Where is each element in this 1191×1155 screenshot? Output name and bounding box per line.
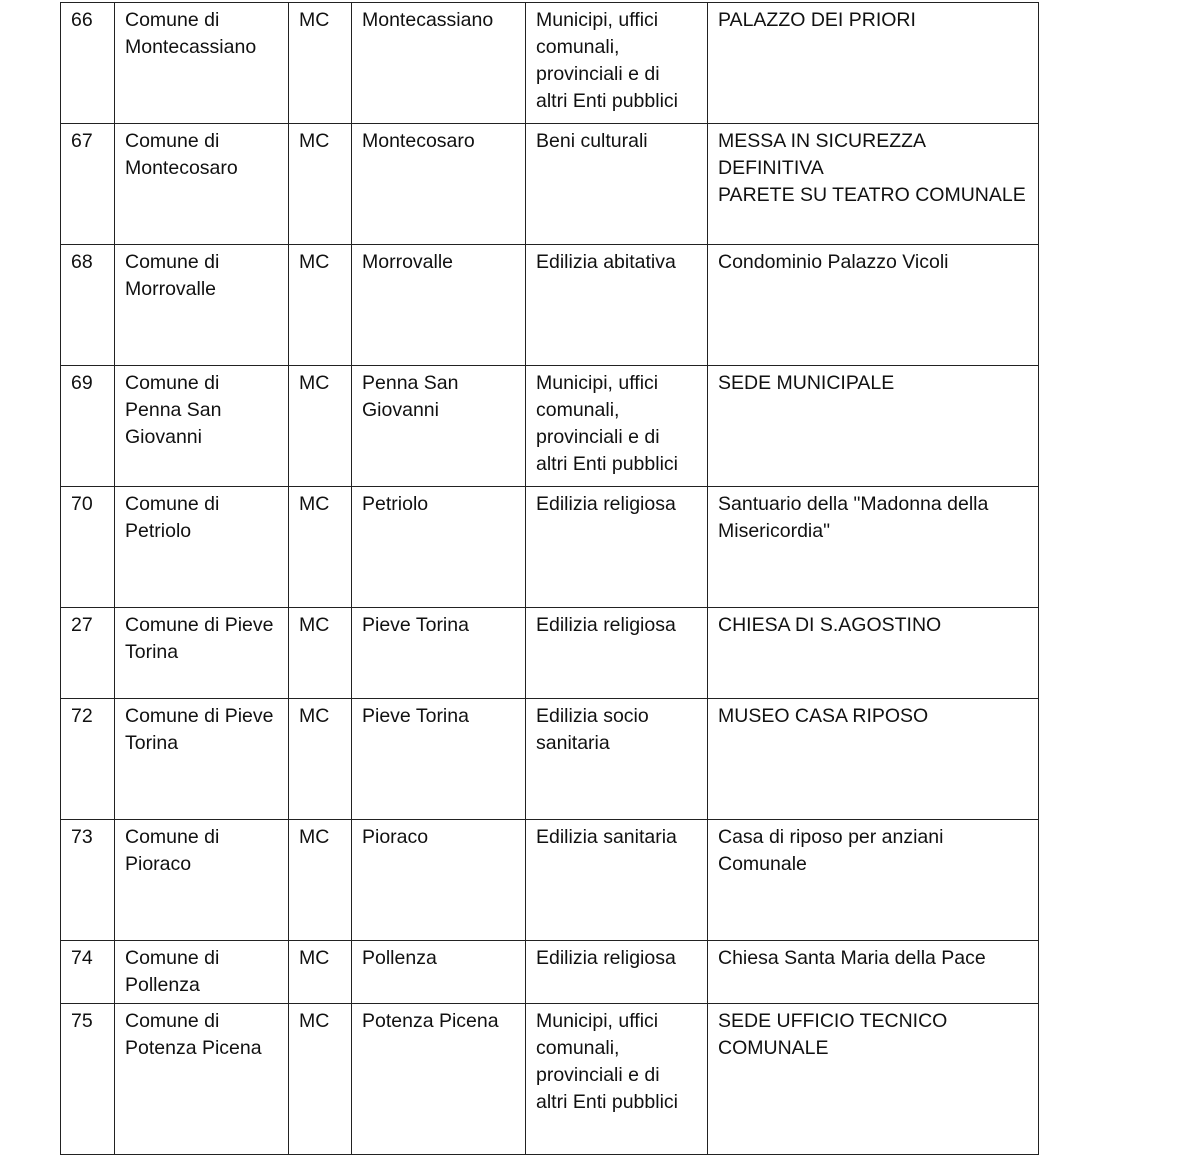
- cell-category: Municipi, uffici comunali, provinciali e di altri Enti pubblici: [526, 1004, 708, 1155]
- cell-comune: Montecassiano: [352, 3, 526, 124]
- cell-category: Edilizia religiosa: [526, 487, 708, 608]
- cell-intervention: MUSEO CASA RIPOSO: [708, 699, 1039, 820]
- table-row: [61, 245, 1039, 366]
- cell-intervention: SEDE MUNICIPALE: [708, 366, 1039, 487]
- cell-province: MC: [289, 3, 352, 124]
- cell-number: 70: [61, 487, 115, 608]
- cell-category: Municipi, uffici comunali, provinciali e di altri Enti pubblici: [526, 3, 708, 124]
- cell-ente: Comune di Morrovalle: [115, 245, 289, 366]
- cell-number: 73: [61, 820, 115, 941]
- cell-province: MC: [289, 487, 352, 608]
- cell-province: MC: [289, 1004, 352, 1155]
- table-row: [61, 699, 1039, 820]
- cell-intervention: Casa di riposo per anziani Comunale: [708, 820, 1039, 941]
- cell-ente: Comune di Penna San Giovanni: [115, 366, 289, 487]
- cell-ente: Comune di Pieve Torina: [115, 608, 289, 699]
- cell-province: MC: [289, 366, 352, 487]
- cell-intervention: Chiesa Santa Maria della Pace: [708, 941, 1039, 1004]
- cell-number: 27: [61, 608, 115, 699]
- cell-province: MC: [289, 608, 352, 699]
- cell-number: 67: [61, 124, 115, 245]
- cell-comune: Pollenza: [352, 941, 526, 1004]
- table-row: [61, 608, 1039, 699]
- table-row: [61, 366, 1039, 487]
- interventions-table: [60, 2, 1039, 1155]
- table-row: [61, 487, 1039, 608]
- cell-category: Edilizia abitativa: [526, 245, 708, 366]
- cell-ente: Comune di Montecassiano: [115, 3, 289, 124]
- table-row: [61, 3, 1039, 124]
- cell-province: MC: [289, 820, 352, 941]
- cell-province: MC: [289, 941, 352, 1004]
- cell-number: 66: [61, 3, 115, 124]
- cell-comune: Pieve Torina: [352, 608, 526, 699]
- table-row: [61, 124, 1039, 245]
- cell-intervention: Santuario della "Madonna della Misericordia": [708, 487, 1039, 608]
- cell-province: MC: [289, 124, 352, 245]
- cell-category: Beni culturali: [526, 124, 708, 245]
- cell-comune: Morrovalle: [352, 245, 526, 366]
- cell-ente: Comune di Pioraco: [115, 820, 289, 941]
- cell-number: 68: [61, 245, 115, 366]
- cell-ente: Comune di Pieve Torina: [115, 699, 289, 820]
- cell-comune: Montecosaro: [352, 124, 526, 245]
- table-row: [61, 820, 1039, 941]
- cell-category: Edilizia religiosa: [526, 608, 708, 699]
- cell-number: 75: [61, 1004, 115, 1155]
- cell-intervention: MESSA IN SICUREZZA DEFINITIVA PARETE SU TEATRO COMUNALE: [708, 124, 1039, 245]
- cell-category: Edilizia socio sanitaria: [526, 699, 708, 820]
- cell-comune: Penna San Giovanni: [352, 366, 526, 487]
- cell-comune: Pieve Torina: [352, 699, 526, 820]
- cell-intervention: PALAZZO DEI PRIORI: [708, 3, 1039, 124]
- cell-ente: Comune di Potenza Picena: [115, 1004, 289, 1155]
- table-row: [61, 941, 1039, 1004]
- cell-ente: Comune di Petriolo: [115, 487, 289, 608]
- cell-province: MC: [289, 699, 352, 820]
- cell-number: 74: [61, 941, 115, 1004]
- cell-number: 69: [61, 366, 115, 487]
- table-row: [61, 1004, 1039, 1155]
- cell-intervention: Condominio Palazzo Vicoli: [708, 245, 1039, 366]
- cell-comune: Potenza Picena: [352, 1004, 526, 1155]
- cell-ente: Comune di Pollenza: [115, 941, 289, 1004]
- cell-province: MC: [289, 245, 352, 366]
- cell-category: Edilizia religiosa: [526, 941, 708, 1004]
- cell-category: Municipi, uffici comunali, provinciali e di altri Enti pubblici: [526, 366, 708, 487]
- cell-comune: Pioraco: [352, 820, 526, 941]
- cell-intervention: SEDE UFFICIO TECNICO COMUNALE: [708, 1004, 1039, 1155]
- cell-category: Edilizia sanitaria: [526, 820, 708, 941]
- cell-ente: Comune di Montecosaro: [115, 124, 289, 245]
- cell-intervention: CHIESA DI S.AGOSTINO: [708, 608, 1039, 699]
- cell-number: 72: [61, 699, 115, 820]
- cell-comune: Petriolo: [352, 487, 526, 608]
